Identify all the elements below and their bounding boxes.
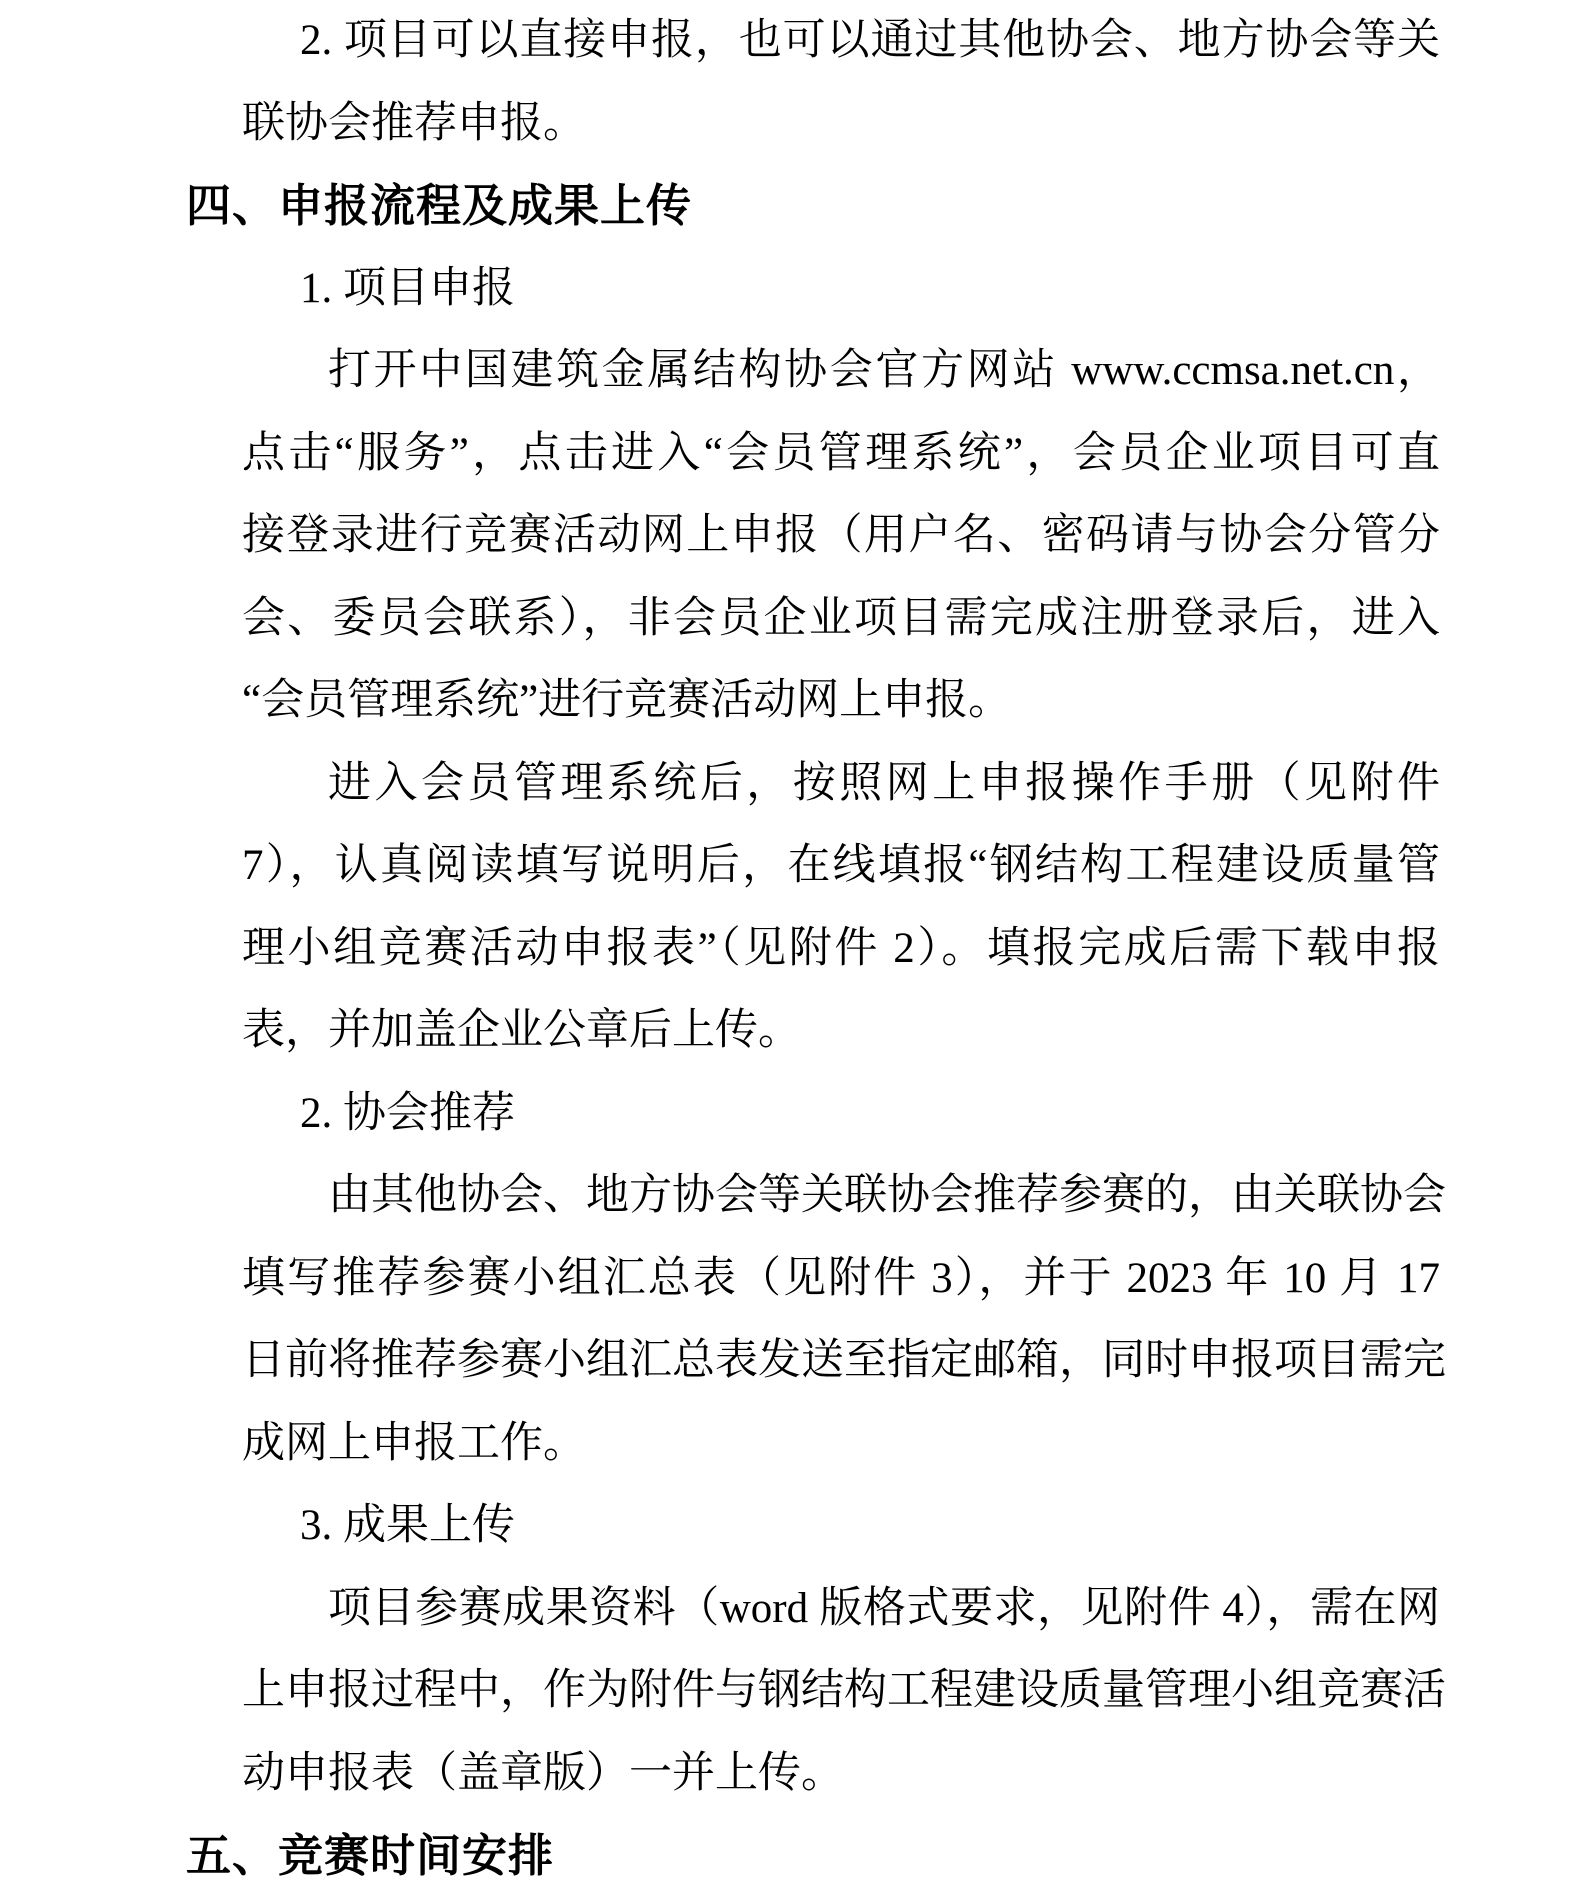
paragraph-member-system-line-2: 7），认真阅读填写说明后，在线填报“钢结构工程建设质量管 <box>242 842 1440 889</box>
paragraph-website-line-4: 会、委员会联系），非会员企业项目需完成注册登录后，进入 <box>242 594 1440 642</box>
list-item-1-project-application: 1. 项目申报 <box>300 264 515 312</box>
paragraph-member-system-line-4: 表，并加盖企业公章后上传。 <box>242 1007 801 1054</box>
paragraph-recommend-line-1: 由其他协会、地方协会等关联协会推荐参赛的，由关联协会 <box>328 1172 1446 1219</box>
paragraph-website-line-5: “会员管理系统”进行竞赛活动网上申报。 <box>242 677 1012 724</box>
list-item-2-direct-apply-line-1: 2. 项目可以直接申报，也可以通过其他协会、地方协会等关 <box>300 17 1440 64</box>
paragraph-results-line-3: 动申报表（盖章版）一并上传。 <box>242 1749 844 1797</box>
paragraph-website-line-2: 点击“服务”，点击进入“会员管理系统”，会员企业项目可直 <box>242 429 1440 477</box>
paragraph-results-line-2: 上申报过程中，作为附件与钢结构工程建设质量管理小组竞赛活 <box>242 1667 1446 1714</box>
paragraph-member-system-line-3: 理小组竞赛活动申报表”（见附件 2）。填报完成后需下载申报 <box>242 924 1440 972</box>
paragraph-recommend-line-3: 日前将推荐参赛小组汇总表发送至指定邮箱，同时申报项目需完 <box>242 1337 1446 1384</box>
section-heading-5-schedule: 五、竞赛时间安排 <box>186 1830 555 1881</box>
paragraph-results-line-1: 项目参赛成果资料（word 版格式要求，见附件 4），需在网 <box>328 1584 1440 1632</box>
list-item-2-direct-apply-line-2: 联协会推荐申报。 <box>242 99 586 147</box>
paragraph-website-line-1: 打开中国建筑金属结构协会官方网站 www.ccmsa.net.cn， <box>328 347 1440 394</box>
section-heading-4-application-process: 四、申报流程及成果上传 <box>186 180 693 231</box>
document-body <box>186 0 1446 1898</box>
paragraph-website-line-3: 接登录进行竞赛活动网上申报（用户名、密码请与协会分管分 <box>242 512 1440 559</box>
paragraph-recommend-line-4: 成网上申报工作。 <box>242 1419 586 1467</box>
paragraph-recommend-line-2: 填写推荐参赛小组汇总表（见附件 3），并于 2023 年 10 月 17 <box>242 1254 1440 1302</box>
list-item-3-results-upload: 3. 成果上传 <box>300 1502 515 1549</box>
paragraph-member-system-line-1: 进入会员管理系统后，按照网上申报操作手册（见附件 <box>328 759 1440 807</box>
list-item-2-association-recommend: 2. 协会推荐 <box>300 1089 515 1137</box>
